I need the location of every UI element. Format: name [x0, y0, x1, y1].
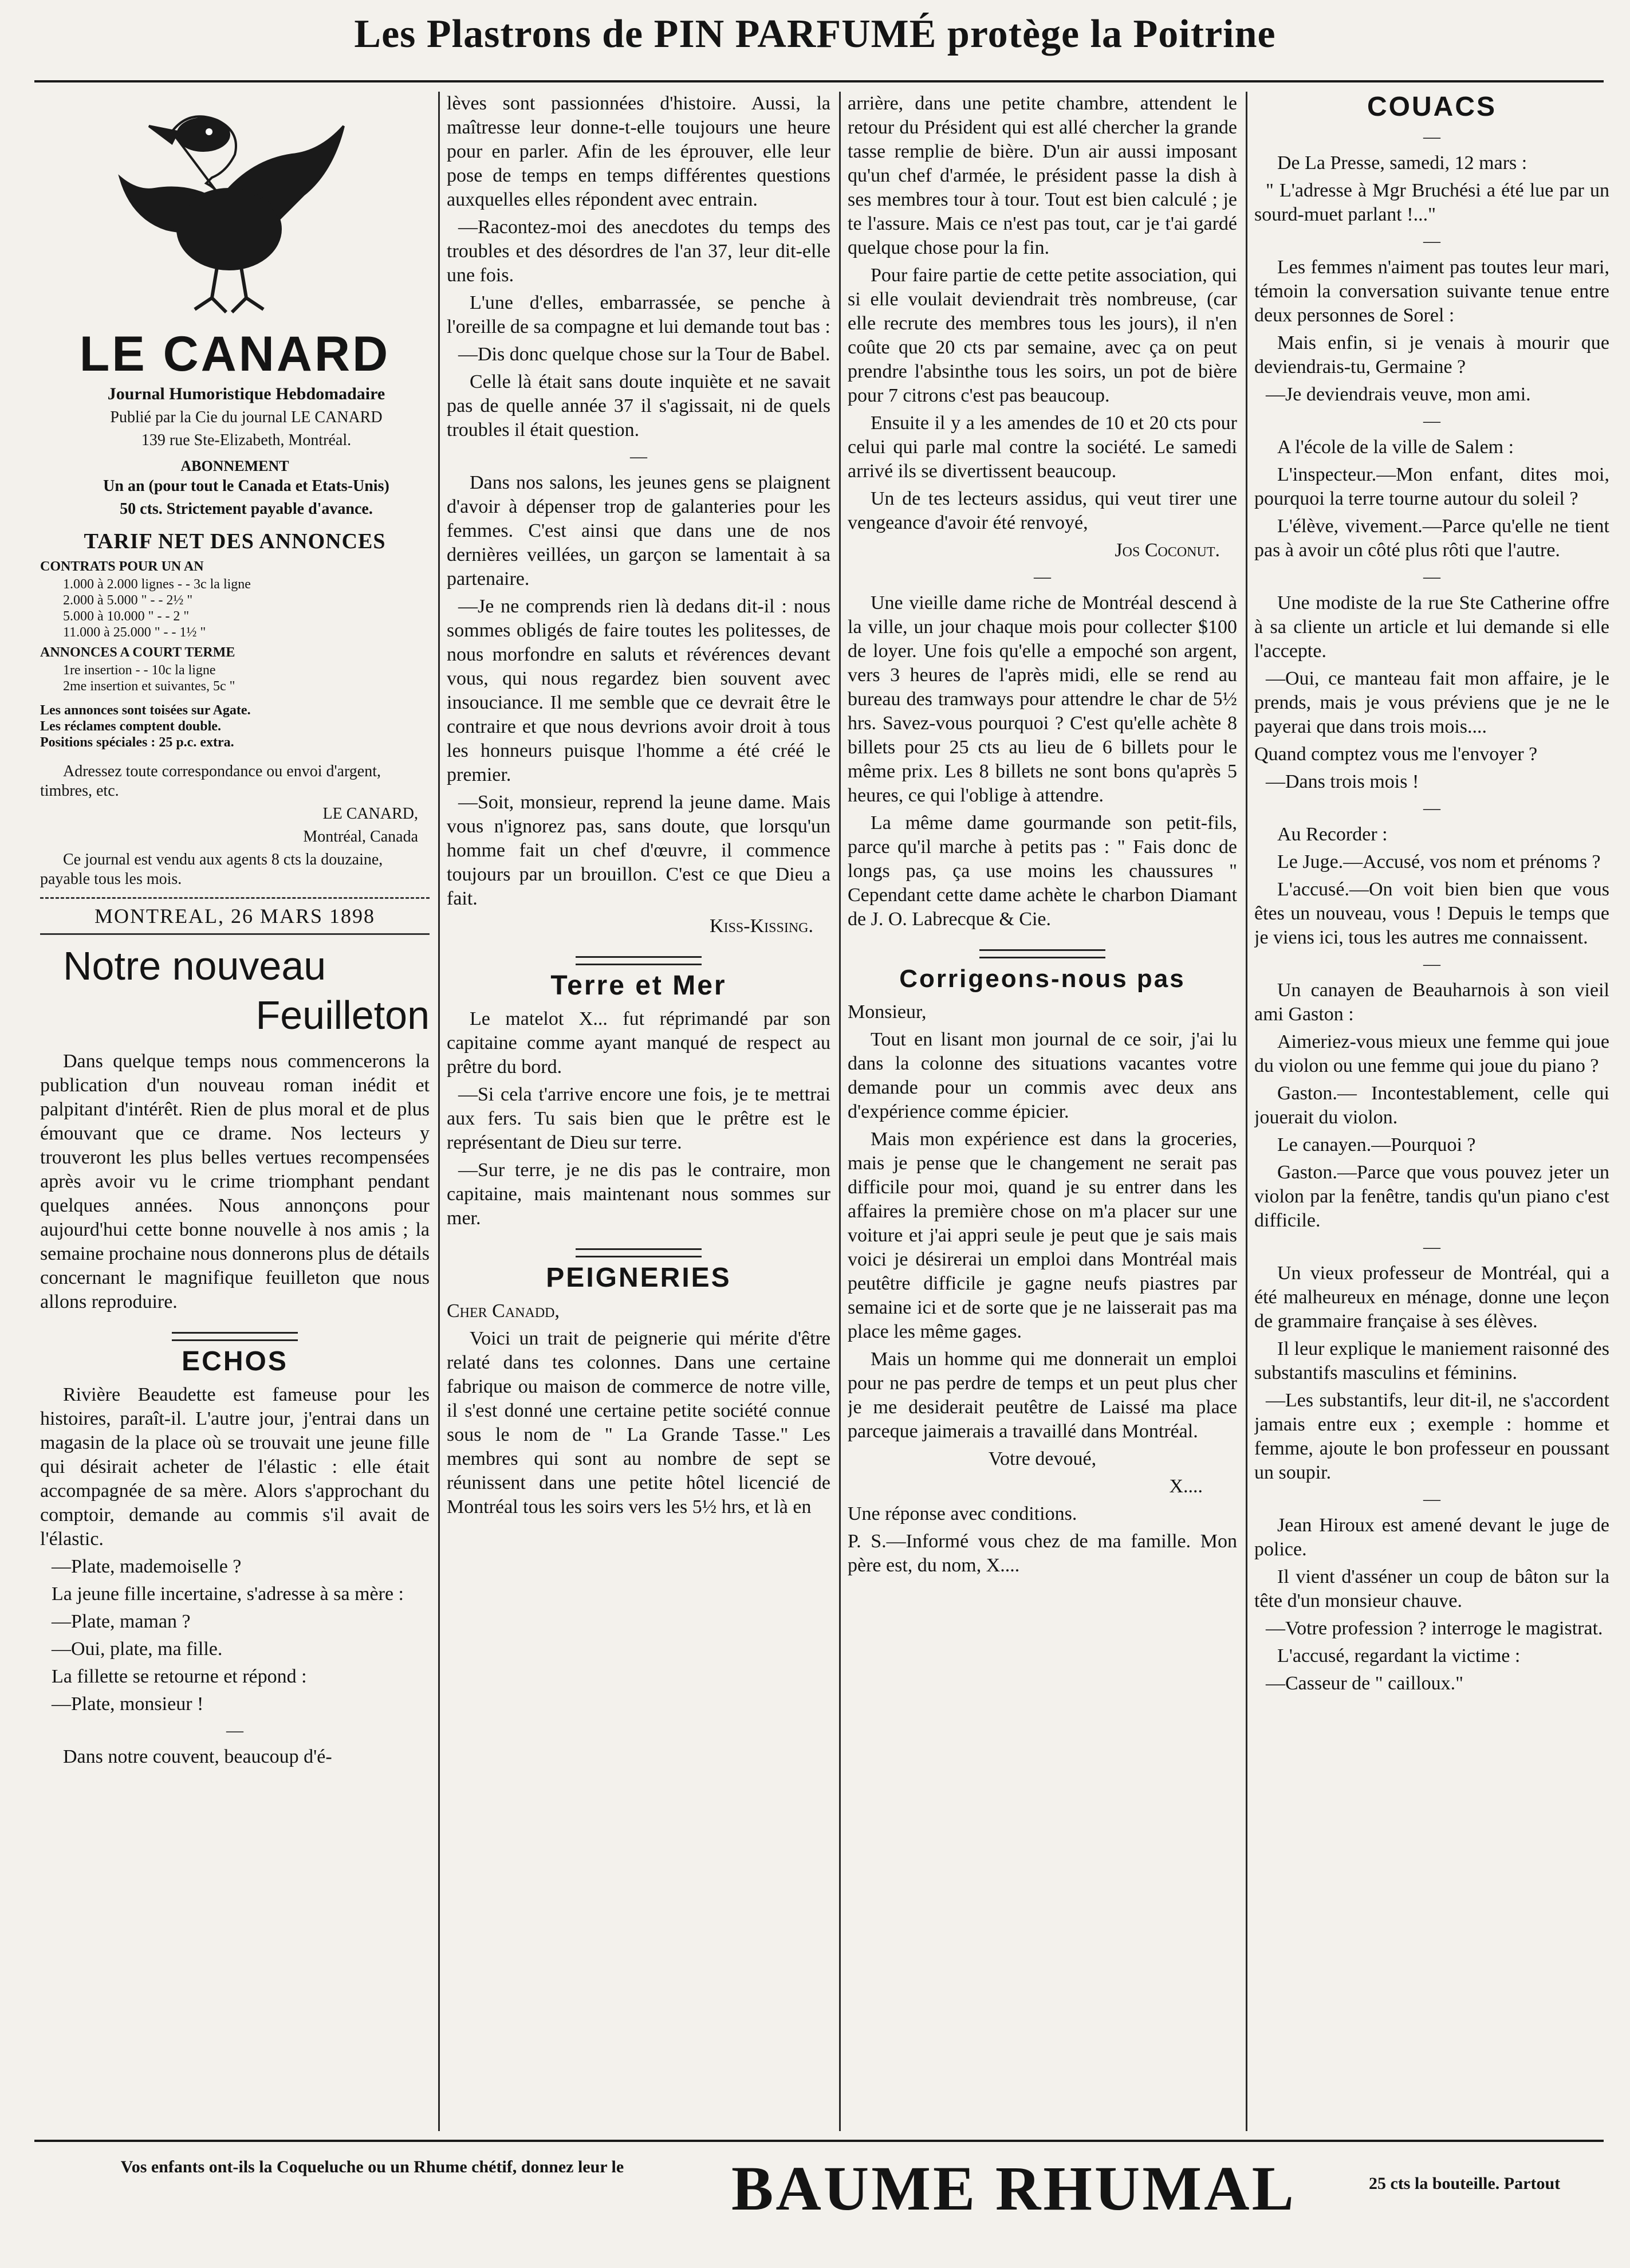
top-rule: [34, 80, 1604, 82]
col2-paragraph: Le matelot X... fut réprimandé par son capitaine comme ayant manqué de respect au prêtre du bord.: [447, 1008, 830, 1078]
feuilleton-text: Dans quelque temps nous commencerons la publication d'un nouveau roman inédit et palpitant d'intérêt. Rien de plus moral et de plus émouvant que ce drame. Nos lecteurs y trouveront les plus belles vertues recompensées après avoir vu le crime triomphant pendant quelques années. Nous annonçons pour aujourd'hui cette bonne nouvelle à nos amis ; la semaine prochaine nous donnerons plus de détails concernant le magnifique feuilleton que nous allons reproduire.: [40, 1051, 430, 1312]
col4-paragraph: L'inspecteur.—Mon enfant, dites moi, pourquoi la terre tourne autour du soleil ?: [1254, 464, 1609, 509]
address-line-4: Ce journal est vendu aux agents 8 cts la douzaine, payable tous les mois.: [40, 851, 383, 888]
duck-logo-icon: [103, 92, 367, 321]
feuilleton-title-2: Feuilleton: [255, 993, 430, 1037]
echos-paragraph: Dans notre couvent, beaucoup d'é-: [63, 1746, 332, 1767]
col4-paragraph: —Je deviendrais veuve, mon ami.: [1266, 384, 1531, 405]
bottom-ad-left-text: Vos enfants ont-ils la Coqueluche ou un Rhume chétif, donnez leur le: [120, 2157, 624, 2176]
col2-paragraph: Dans nos salons, les jeunes gens se plaignent d'avoir à dépenser trop de galanteries pour les femmes. C'est ainsi que dans une de nos dernières veillées, un garçon se lamentait à sa partenaire.: [447, 472, 830, 589]
col4-paragraph: Aimeriez-vous mieux une femme qui joue du violon ou une femme qui joue du piano ?: [1254, 1031, 1609, 1076]
col2-paragraph: —Je ne comprends rien là dedans dit-il : nous sommes obligés de faire toutes les politesses, de nous morfondre en saluts et révérences devant vous, qui nous regardez bien souvent avec insouciance. Il me semble que ce devrait être le contraire et que nous devrions avoir droit à tous les honneurs puisque l'homme a été créé le premier.: [447, 596, 830, 785]
echos-paragraph: La fillette se retourne et répond :: [52, 1666, 307, 1687]
col2-paragraph: Celle là était sans doute inquiète et ne savait pas de quelle année 37 il s'agissait, ni de quels troubles il était question.: [447, 371, 830, 441]
bottom-ad-product-name: BAUME RHUMAL: [731, 2153, 1296, 2223]
separator: —: [226, 1721, 243, 1740]
column-rule: [438, 92, 440, 2131]
separator: —: [1423, 567, 1440, 586]
col4-paragraph: Jean Hiroux est amené devant le juge de police.: [1254, 1515, 1609, 1560]
echos-paragraph: —Plate, maman ?: [52, 1611, 191, 1632]
echos-title: ECHOS: [182, 1346, 288, 1377]
masthead: [40, 92, 430, 935]
col4-paragraph: L'accusé, regardant la victime :: [1277, 1645, 1521, 1666]
col3-paragraph: Mais mon expérience est dans la groceries, mais je pense que le changement ne serait pas difficile pour moi, quand je su entrer dans les affaires la première chose on m'a placer sur une voiture et j'ai appri seule je peut que je sais mais voici je désirerai un emploi dans Montréal mais peutêtre difficile je gagne neufs piastres par semaine ici et de sorte que je ne laisserait pas ma place les même gages.: [848, 1129, 1237, 1342]
signature: Jos Coconut.: [1115, 540, 1220, 561]
col4-paragraph: L'accusé.—On voit bien bien que vous êtes un nouveau, vous ! Depuis le temps que je viens ici, tous les autres me connaissent.: [1254, 879, 1609, 948]
separator: —: [1423, 1489, 1440, 1508]
col3-paragraph: Une vieille dame riche de Montréal descend à la ville, un jour chaque mois pour collecter $100 de loyer. Une fois qu'elle a empoché son argent, vers 3 heures de l'après midi, elle se rend au bureau des tramways pour attendre le char de 5½ hrs. Savez-vous pourquoi ? C'est qu'elle achète 8 billets pour 25 cts au lieu de 6 billets pour le même prix. Les 8 billets ne sont bons qu'après 5 heures, ce qui l'oblige à attendre.: [848, 592, 1237, 806]
col2-paragraph: lèves sont passionnées d'histoire. Aussi, la maîtresse leur donne-t-elle toujours une heure pour en parler. Afin de les éprouver, elle leur pose de temps en temps différentes questions auxquelles elles répondent avec entrain.: [447, 93, 830, 210]
col4-paragraph: L'élève, vivement.—Parce qu'elle ne tient pas à avoir un côté plus rôti que l'autre.: [1254, 516, 1609, 561]
contrat-row: 1.000 à 2.000 lignes - - 3c la ligne: [63, 577, 251, 592]
col4-paragraph: —Oui, ce manteau fait mon affaire, je le prends, mais je vous préviens que je ne le payerai que dans trois mois....: [1254, 668, 1609, 737]
corrigeons-title: Corrigeons-nous pas: [899, 965, 1186, 993]
col2-paragraph: —Soit, monsieur, reprend la jeune dame. Mais vous n'ignorez pas, sans doute, que lorsqu'un homme fait un chef d'œuvre, il commence toujours par un brouillon. C'est ce que Dieu a fait.: [447, 792, 830, 909]
masthead-subtitle: Journal Humoristique Hebdomadaire: [107, 384, 385, 403]
col3-paragraph: P. S.—Informé vous chez de ma famille. Mon père est, du nom, X....: [848, 1531, 1237, 1576]
column-4: [1254, 92, 1609, 2131]
col3-paragraph: X....: [1169, 1476, 1203, 1497]
court-terme-label: ANNONCES A COURT TERME: [40, 645, 235, 660]
col4-paragraph: —Votre profession ? interroge le magistrat.: [1266, 1618, 1603, 1639]
col4-paragraph: Une modiste de la rue Ste Catherine offre à sa cliente un article et lui demande si elle l'accepte.: [1254, 592, 1609, 662]
col2-paragraph: —Sur terre, je ne dis pas le contraire, mon capitaine, mais maintenant nous sommes sur mer.: [447, 1159, 830, 1229]
column-1: [40, 92, 430, 2131]
col4-paragraph: Il leur explique le maniement raisonné des substantifs masculins et féminins.: [1254, 1338, 1609, 1383]
contrat-row: 11.000 à 25.000 " - - 1½ ": [63, 625, 206, 640]
col4-paragraph: —Casseur de " cailloux.": [1266, 1673, 1464, 1694]
address-line-3: Montréal, Canada: [303, 828, 418, 846]
separator: —: [1423, 127, 1440, 146]
col3-paragraph: arrière, dans une petite chambre, attendent le retour du Président qui est allé chercher la grande tasse remplie de bière. D'un air aussi imposant qu'un chef d'armée, le président passe la dish à ses membres tour à tour. Tout est bien calculé ; je te l'assure. Mais ce n'est pas tout, car je t'ai gardé quelque chose pour la fin.: [848, 93, 1237, 258]
col2-paragraph: Cher Canadd,: [447, 1300, 560, 1322]
col2-paragraph: Voici un trait de peignerie qui mérite d'être relaté dans tes colonnes. Dans une certaine fabrique ou maison de commerce de notre ville, il s'est donné une certaine petite société connue sous le nom de " La Grande Tasse." Les membres qui sont au nombre de sept se réunissent dans une petite hôtel licencié de Montréal tous les soirs vers les 5½ hrs, et là en: [447, 1328, 830, 1518]
col4-paragraph: A l'école de la ville de Salem :: [1277, 437, 1514, 458]
feuilleton-title-1: Notre nouveau: [63, 944, 326, 988]
abonnement-line-2: 50 cts. Strictement payable d'avance.: [120, 500, 373, 518]
separator: —: [1423, 954, 1440, 973]
publisher-line-2: 139 rue Ste-Elizabeth, Montréal.: [141, 431, 352, 449]
col3-paragraph: Pour faire partie de cette petite association, qui si elle voulait deviendrait très nombreuse, (car elle recrute des membres tous les jours), il n'en coûte que 20 cts par semaine, avec ça on peut prendre l'absinthe tous les soirs, un pot de bière pour 7 citrons c'est pas beaucoup.: [848, 265, 1237, 406]
peigneries-title: PEIGNERIES: [546, 1263, 731, 1293]
col4-paragraph: —Les substantifs, leur dit-il, ne s'accordent jamais entre eux ; exemple : homme et femme, ajoute le bon professeur en poussant un soupir.: [1254, 1390, 1609, 1483]
col3-paragraph: Tout en lisant mon journal de ce soir, j'ai lu dans la colonne des situations vacantes votre demande pour un commis avec deux ans d'expérience comme épicier.: [848, 1029, 1237, 1122]
contrat-row: 2.000 à 5.000 " - - 2½ ": [63, 593, 193, 608]
bottom-ad-right-text: 25 cts la bouteille. Partout: [1369, 2174, 1561, 2193]
top-banner-ad: Les Plastrons de PIN PARFUMÉ protège la Poitrine: [354, 12, 1276, 56]
echos-paragraph: —Plate, mademoiselle ?: [52, 1556, 242, 1577]
address-line-1: Adressez toute correspondance ou envoi d'argent, timbres, etc.: [40, 762, 381, 800]
col4-paragraph: Il vient d'asséner un coup de bâton sur la tête d'un monsieur chauve.: [1254, 1566, 1609, 1611]
ornament-divider: [447, 948, 830, 959]
col3-paragraph: Ensuite il y a les amendes de 10 et 20 cts pour celui qui parle mal contre la société. Le samedi arrivé ils se divertissent beaucoup.: [848, 412, 1237, 482]
col2-paragraph: —Dis donc quelque chose sur la Tour de Babel.: [458, 344, 830, 365]
contrat-row: 5.000 à 10.000 " - - 2 ": [63, 609, 190, 624]
court-row: 2me insertion et suivantes, 5c ": [63, 679, 235, 694]
col4-paragraph: Le canayen.—Pourquoi ?: [1277, 1134, 1476, 1155]
col4-paragraph: Au Recorder :: [1277, 824, 1388, 845]
separator: —: [1423, 799, 1440, 817]
col3-paragraph: Monsieur,: [848, 1001, 927, 1023]
couacs-title: COUACS: [1367, 92, 1497, 122]
terre-et-mer-title: Terre et Mer: [550, 970, 727, 1001]
ornament-divider: [40, 1323, 430, 1335]
tarif-title: TARIF NET DES ANNONCES: [84, 529, 386, 553]
column-rule: [839, 92, 841, 2131]
bottom-ad: [86, 2151, 1561, 2243]
col4-paragraph: Gaston.—Parce que vous pouvez jeter un violon par la fenêtre, tandis qu'un piano c'est difficile.: [1254, 1162, 1609, 1231]
address-line-2: LE CANARD,: [322, 805, 418, 823]
separator: —: [630, 447, 647, 466]
col2-paragraph: —Racontez-moi des anecdotes du temps des troubles et des désordres de l'an 37, leur dit-elle une fois.: [447, 217, 830, 286]
separator: —: [1423, 411, 1440, 430]
col3-paragraph: Votre devoué,: [988, 1448, 1097, 1469]
dateline: MONTREAL, 26 MARS 1898: [40, 897, 430, 935]
echos-paragraph: Rivière Beaudette est fameuse pour les histoires, paraît-il. L'autre jour, j'entrai dans un magasin de la place où se trouvait une jeune fille qui désirait acheter de l'élastic : elle était accompagnée de sa mère. Alors s'approchant du comptoir, demande au commis s'il avait de l'élastic.: [40, 1384, 430, 1550]
col4-paragraph: Le Juge.—Accusé, vos nom et prénoms ?: [1277, 851, 1601, 872]
col2-paragraph: —Si cela t'arrive encore une fois, je te mettrai aux fers. Tu sais bien que le prêtre est le représentant de Dieu sur terre.: [447, 1084, 830, 1153]
tarif-note: Positions spéciales : 25 p.c. extra.: [40, 735, 234, 750]
separator: —: [1423, 231, 1440, 250]
abonnement-line-1: Un an (pour tout le Canada et Etats-Unis): [103, 477, 389, 495]
masthead-title: LE CANARD: [79, 327, 391, 382]
col4-paragraph: Gaston.— Incontestablement, celle qui jouerait du violon.: [1254, 1083, 1609, 1128]
ornament-divider: [447, 1240, 830, 1251]
signature: Kiss-Kissing.: [710, 915, 813, 937]
abonnement-label: ABONNEMENT: [180, 458, 289, 474]
contrats-label: CONTRATS POUR UN AN: [40, 559, 204, 574]
separator: —: [1034, 567, 1051, 586]
col4-paragraph: Mais enfin, si je venais à mourir que deviendrais-tu, Germaine ?: [1254, 332, 1609, 378]
ornament-divider: [848, 941, 1237, 952]
col2-paragraph: L'une d'elles, embarrassée, se penche à l'oreille de sa compagne et lui demande tout bas :: [447, 292, 830, 337]
echos-paragraph: La jeune fille incertaine, s'adresse à sa mère :: [52, 1583, 404, 1605]
bottom-rule: [34, 2140, 1604, 2142]
col4-paragraph: —Dans trois mois !: [1266, 771, 1419, 792]
col3-paragraph: Une réponse avec conditions.: [848, 1503, 1077, 1524]
col4-paragraph: Les femmes n'aiment pas toutes leur mari, témoin la conversation suivante tenue entre deux personnes de Sorel :: [1254, 257, 1609, 326]
echos-paragraph: —Oui, plate, ma fille.: [52, 1638, 223, 1660]
column-2: [447, 92, 830, 2131]
col3-paragraph: La même dame gourmande son petit-fils, parce qu'il marche à petits pas : " Fais donc de longs pas, ça use moins les chaussures " Cependant cette dame achète le charbon Diamant de J. O. Labrecque & Cie.: [848, 812, 1237, 930]
tarif-note: Les réclames comptent double.: [40, 719, 221, 734]
publisher-line-1: Publié par la Cie du journal LE CANARD: [110, 408, 383, 426]
col4-paragraph: Quand comptez vous me l'envoyer ?: [1254, 744, 1538, 765]
col3-paragraph: Un de tes lecteurs assidus, qui veut tirer une vengeance d'avoir été renvoyé,: [848, 488, 1237, 533]
tarif-note: Les annonces sont toisées sur Agate.: [40, 703, 251, 718]
col4-paragraph: " L'adresse à Mgr Bruchési a été lue par un sourd-muet parlant !...": [1254, 180, 1609, 225]
column-3: [848, 92, 1237, 2131]
separator: —: [1423, 1237, 1440, 1256]
column-rule: [1246, 92, 1247, 2131]
col4-paragraph: De La Presse, samedi, 12 mars :: [1277, 152, 1527, 174]
col3-paragraph: Mais un homme qui me donnerait un emploi pour ne pas perdre de temps et un peut plus cher je me desiderait peutêtre de Laissé ma place parceque jaimerais a travaillé dans Montréal.: [848, 1349, 1237, 1442]
echos-paragraph: —Plate, monsieur !: [52, 1693, 204, 1715]
court-row: 1re insertion - - 10c la ligne: [63, 663, 216, 678]
col4-paragraph: Un canayen de Beauharnois à son vieil ami Gaston :: [1254, 980, 1609, 1025]
col4-paragraph: Un vieux professeur de Montréal, qui a été malheureux en ménage, donne une leçon de grammaire française à ses élèves.: [1254, 1263, 1609, 1332]
